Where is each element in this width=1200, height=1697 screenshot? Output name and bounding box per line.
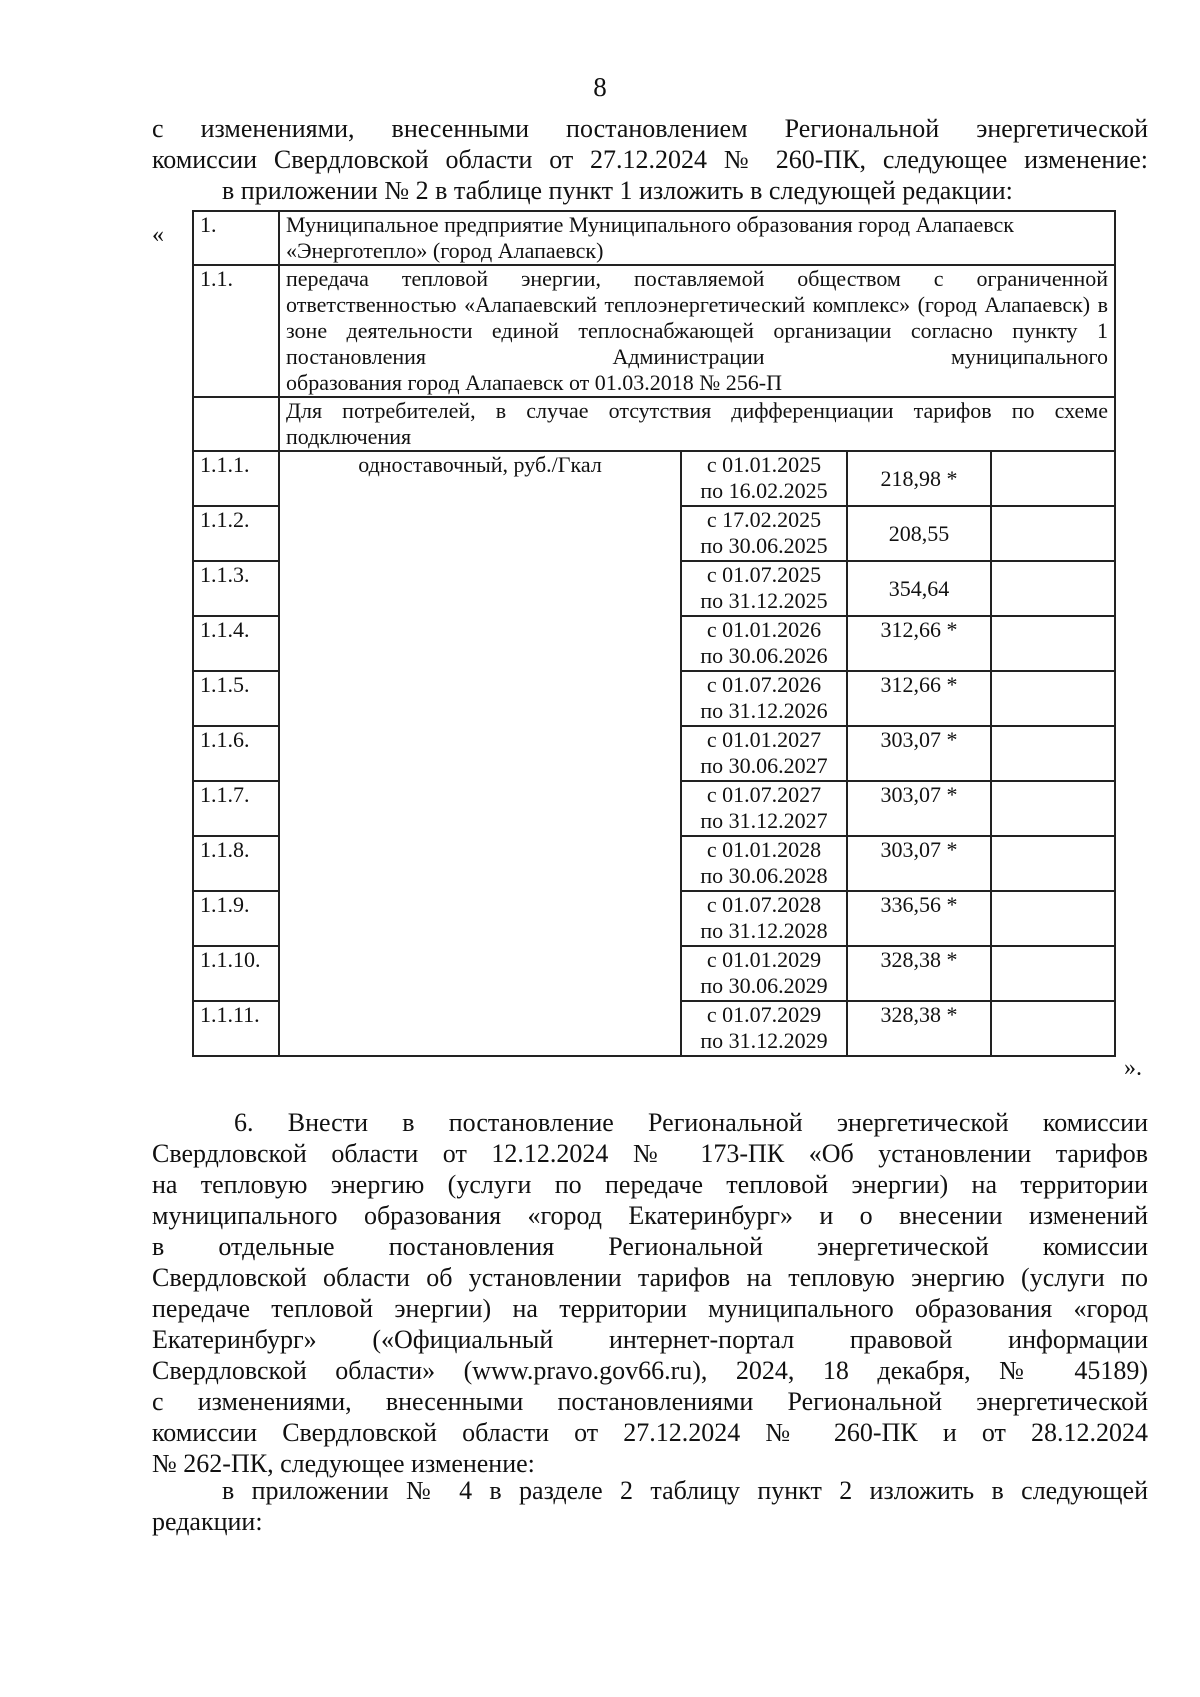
period-to: по 16.02.2025 bbox=[700, 478, 828, 503]
period-from: с 01.01.2028 bbox=[706, 837, 822, 862]
tariff-table bbox=[192, 210, 1116, 1057]
rate-empty-cell bbox=[991, 451, 1115, 506]
p6-line-2: Свердловской области от 12.12.2024 № 173-ПК «Об установлении тарифов bbox=[152, 1139, 1148, 1168]
org-num: 1. bbox=[193, 211, 279, 265]
service-num: 1.1. bbox=[193, 265, 279, 397]
rate-value: 328,38 * bbox=[847, 1001, 991, 1056]
service-text-main: передача тепловой энергии, поставляемой обществом с ограниченной ответственностью «Алапаевский теплоэнергетический комплекс» (город Алапаевск) в зоне деятельности единой теплоснабжающей организации согласно пункту 1 постановления Администрации муниципального bbox=[286, 266, 1108, 369]
rate-period bbox=[681, 946, 847, 1001]
rate-row bbox=[193, 451, 1115, 506]
rate-kind: одноставочный, руб./Гкал bbox=[279, 451, 681, 1056]
rate-row-num: 1.1.4. bbox=[193, 616, 279, 671]
rate-row-num: 1.1.6. bbox=[193, 726, 279, 781]
period-from: с 01.07.2025 bbox=[706, 562, 822, 587]
intro-paragraph bbox=[152, 113, 1148, 206]
period-from: с 01.07.2028 bbox=[706, 892, 822, 917]
p6-line-10: с изменениями, внесенными постановлениями Региональной энергетической bbox=[152, 1387, 1148, 1416]
intro-line-1: с изменениями, внесенными постановлением Региональной энергетической bbox=[152, 114, 1148, 143]
closing-paragraph bbox=[152, 1475, 1148, 1537]
rate-row-num: 1.1.8. bbox=[193, 836, 279, 891]
rate-row-num: 1.1.11. bbox=[193, 1001, 279, 1056]
page-number: 8 bbox=[593, 72, 607, 102]
p6-line-1: 6. Внести в постановление Региональной энергетической комиссии bbox=[234, 1108, 1148, 1137]
service-text-last: образования город Алапаевск от 01.03.2018 № 256-П bbox=[286, 370, 782, 395]
rate-empty-cell bbox=[991, 836, 1115, 891]
period-from: с 01.01.2027 bbox=[706, 727, 822, 752]
consumers-text bbox=[279, 397, 1115, 451]
p6-line-7: передаче тепловой энергии) на территории муниципального образования «город bbox=[152, 1294, 1148, 1323]
rate-empty-cell bbox=[991, 1001, 1115, 1056]
rate-row-num: 1.1.2. bbox=[193, 506, 279, 561]
period-from: с 01.01.2025 bbox=[706, 452, 822, 477]
rate-empty-cell bbox=[991, 671, 1115, 726]
p6-line-4: муниципального образования «город Екатеринбург» и о внесении изменений bbox=[152, 1201, 1148, 1230]
period-to: по 31.12.2028 bbox=[700, 918, 828, 943]
rate-value: 303,07 * bbox=[847, 781, 991, 836]
p6-line-3: на тепловую энергию (услуги по передаче тепловой энергии) на территории bbox=[152, 1170, 1148, 1199]
period-from: с 17.02.2025 bbox=[706, 507, 822, 532]
rate-value: 208,55 bbox=[847, 506, 991, 561]
rate-value: 312,66 * bbox=[847, 671, 991, 726]
rate-row-num: 1.1.10. bbox=[193, 946, 279, 1001]
rate-value: 328,38 * bbox=[847, 946, 991, 1001]
rate-empty-cell bbox=[991, 946, 1115, 1001]
p6-line-8: Екатеринбург» («Официальный интернет-портал правовой информации bbox=[152, 1325, 1148, 1354]
p6-line-11: комиссии Свердловской области от 27.12.2024 № 260-ПК и от 28.12.2024 bbox=[152, 1418, 1148, 1447]
rate-period bbox=[681, 561, 847, 616]
consumers-row bbox=[193, 397, 1115, 451]
period-to: по 31.12.2025 bbox=[700, 588, 828, 613]
rate-empty-cell bbox=[991, 891, 1115, 946]
p6-line-6: Свердловской области об установлении тарифов на тепловую энергию (услуги по bbox=[152, 1263, 1148, 1292]
rate-period bbox=[681, 1001, 847, 1056]
rate-period bbox=[681, 506, 847, 561]
service-text bbox=[279, 265, 1115, 397]
consumers-num-empty bbox=[193, 397, 279, 451]
rate-period bbox=[681, 616, 847, 671]
period-to: по 30.06.2028 bbox=[700, 863, 828, 888]
period-from: с 01.07.2029 bbox=[706, 1002, 822, 1027]
service-row bbox=[193, 265, 1115, 397]
rate-value: 218,98 * bbox=[847, 451, 991, 506]
rate-empty-cell bbox=[991, 506, 1115, 561]
quote-open: « bbox=[152, 222, 164, 248]
rate-row-num: 1.1.7. bbox=[193, 781, 279, 836]
p6-line-5: в отдельные постановления Региональной энергетической комиссии bbox=[152, 1232, 1148, 1261]
rate-value: 312,66 * bbox=[847, 616, 991, 671]
rate-period bbox=[681, 781, 847, 836]
rate-period bbox=[681, 891, 847, 946]
period-from: с 01.07.2027 bbox=[706, 782, 822, 807]
period-to: по 31.12.2029 bbox=[700, 1028, 828, 1053]
consumers-text-main: Для потребителей, в случае отсутствия дифференциации тарифов по схеме bbox=[286, 398, 1108, 423]
period-from: с 01.07.2026 bbox=[706, 672, 822, 697]
period-to: по 30.06.2025 bbox=[700, 533, 828, 558]
rate-period bbox=[681, 836, 847, 891]
rate-period bbox=[681, 671, 847, 726]
period-from: с 01.01.2029 bbox=[706, 947, 822, 972]
period-to: по 30.06.2027 bbox=[700, 753, 828, 778]
p6-line-9: Свердловской области» (www.pravo.gov66.ru), 2024, 18 декабря, № 45189) bbox=[152, 1356, 1148, 1385]
paragraph-6 bbox=[152, 1107, 1148, 1479]
quote-close: ». bbox=[1124, 1055, 1142, 1081]
rate-value: 303,07 * bbox=[847, 836, 991, 891]
period-to: по 31.12.2026 bbox=[700, 698, 828, 723]
period-to: по 30.06.2029 bbox=[700, 973, 828, 998]
consumers-text-last: подключения bbox=[286, 424, 412, 449]
period-to: по 31.12.2027 bbox=[700, 808, 828, 833]
rate-value: 354,64 bbox=[847, 561, 991, 616]
rate-empty-cell bbox=[991, 616, 1115, 671]
rate-empty-cell bbox=[991, 726, 1115, 781]
rate-row-num: 1.1.1. bbox=[193, 451, 279, 506]
closing-line-1: в приложении № 4 в разделе 2 таблицу пункт 2 изложить в следующей bbox=[222, 1476, 1148, 1505]
rate-period bbox=[681, 726, 847, 781]
p6-line-12: № 262-ПК, следующее изменение: bbox=[152, 1449, 535, 1478]
org-text: Муниципальное предприятие Муниципального образования город Алапаевск «Энерготепло» (город Алапаевск) bbox=[279, 211, 1115, 265]
rate-rows bbox=[193, 451, 1115, 1056]
rate-empty-cell bbox=[991, 781, 1115, 836]
rate-period bbox=[681, 451, 847, 506]
rate-empty-cell bbox=[991, 561, 1115, 616]
period-from: с 01.01.2026 bbox=[706, 617, 822, 642]
rate-row-num: 1.1.9. bbox=[193, 891, 279, 946]
rate-row-num: 1.1.5. bbox=[193, 671, 279, 726]
intro-line-3: в приложении № 2 в таблице пункт 1 изложить в следующей редакции: bbox=[222, 176, 1013, 205]
rate-row-num: 1.1.3. bbox=[193, 561, 279, 616]
org-row bbox=[193, 211, 1115, 265]
rate-value: 303,07 * bbox=[847, 726, 991, 781]
rate-value: 336,56 * bbox=[847, 891, 991, 946]
closing-line-2: редакции: bbox=[152, 1507, 263, 1536]
period-to: по 30.06.2026 bbox=[700, 643, 828, 668]
intro-line-2: комиссии Свердловской области от 27.12.2024 № 260-ПК, следующее изменение: bbox=[152, 145, 1148, 174]
